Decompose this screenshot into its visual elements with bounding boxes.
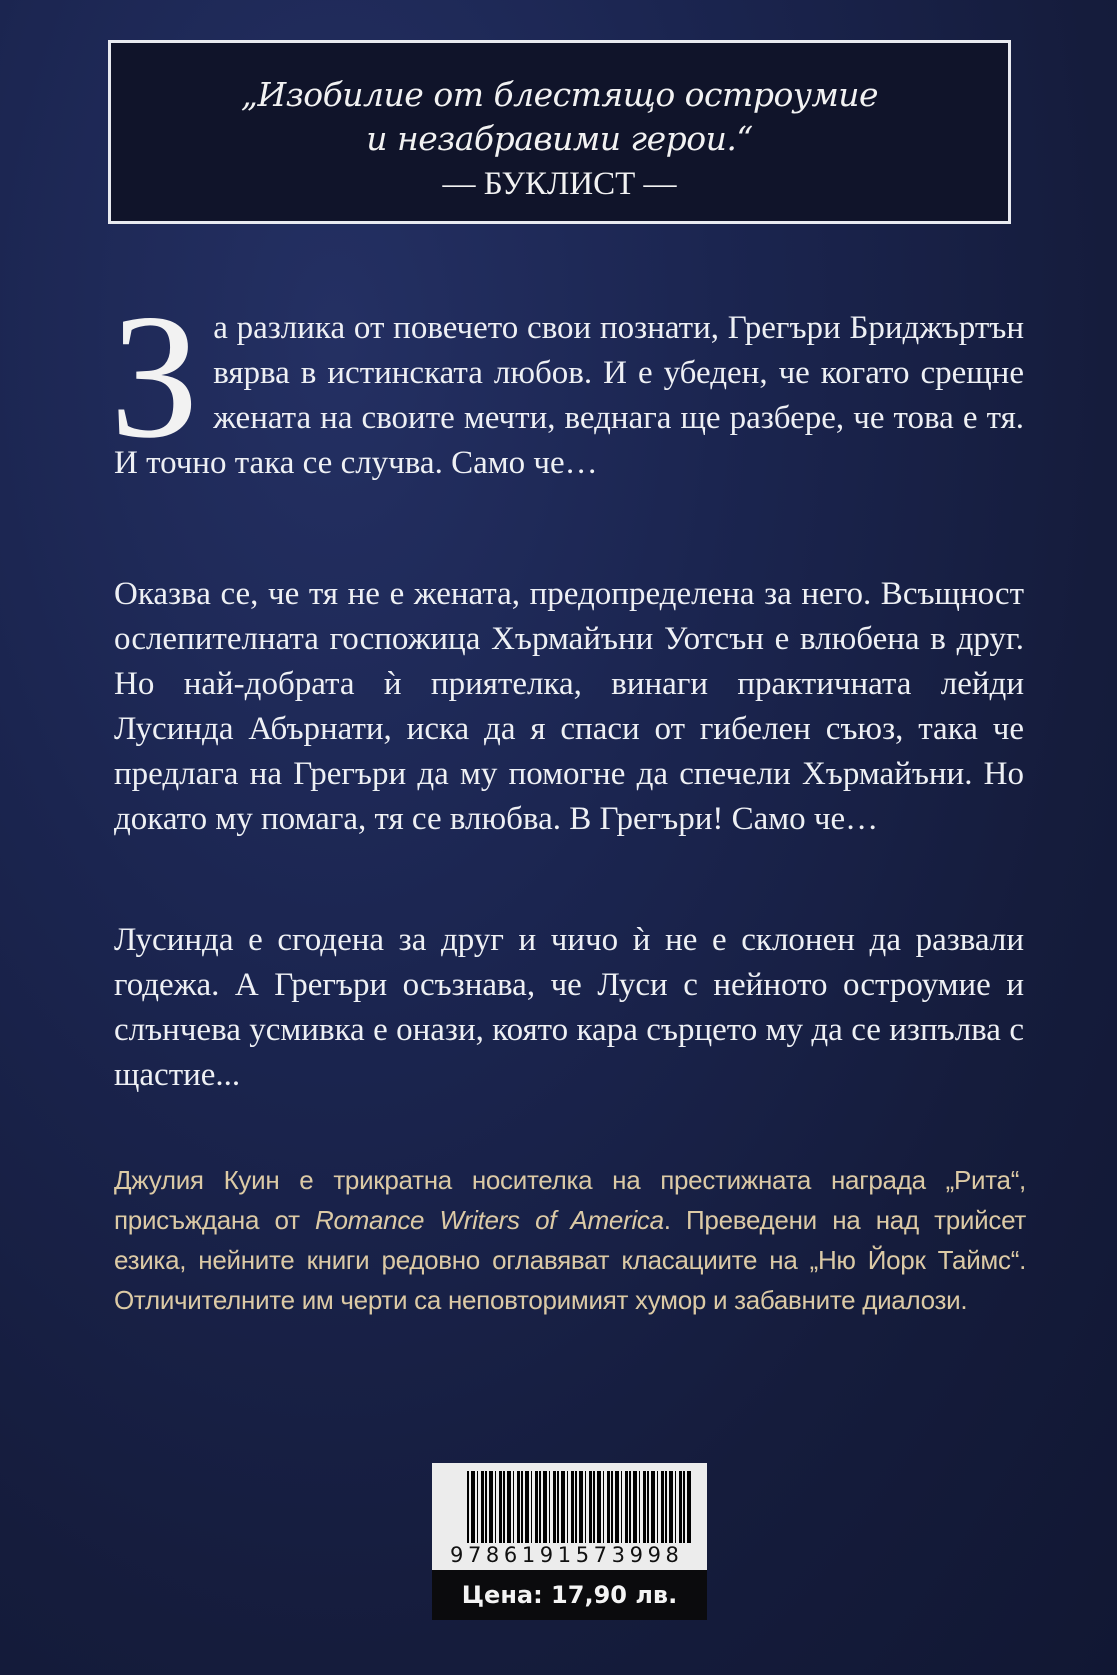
price-label: Цена: 17,90 лв. (432, 1570, 707, 1620)
author-bio-part-1: Джулия Куин е трикратна носителка на престижната награда „Рита“, присъждана от (114, 1165, 1026, 1235)
author-bio-organization: Romance Writers of America (315, 1205, 664, 1235)
blurb-paragraph-3-text: Лусинда е сгодена за друг и чичо ѝ не е склонен да развали годежа. А Грегъри осъзнава, че Луси с нейното остроумие и слънчева усмивка е онази, която кара сърцето му да се изпълва с щастие... (114, 922, 1024, 1093)
blurb-paragraph-3 (114, 918, 1024, 1098)
barcode (432, 1463, 707, 1570)
quote-source: — БУКЛИСТ — (442, 166, 677, 202)
blurb-paragraph-2-text: Оказва се, че тя не е жената, предопределена за него. Всъщност ослепителната госпожица Хърмайъни Уотсън е влюбена в друг. Но най-добрата ѝ приятелка, винаги практичната лейди Лусинда Абърнати, иска да я спаси от гибелен съюз, така че предлага на Грегъри да му помогне да спечели Хърмайъни. Но докато му помага, тя се влюбва. В Грегъри! Само че… (114, 576, 1024, 837)
barcode-bars-icon (467, 1471, 692, 1543)
blurb-paragraph-1-text: а разлика от повечето свои познати, Грегъри Бриджъртън вярва в истинската любов. И е убеден, че когато срещне жената на своите мечти, веднага ще разбере, че това е тя. И точно така се случва. Само че… (114, 310, 1024, 481)
review-quote-box (108, 40, 1011, 224)
blurb-paragraph-1 (110, 277, 1024, 486)
blurb-paragraph-2 (114, 572, 1024, 842)
author-bio-part-2: . Преведени на над трийсет езика, нейните книги редовно оглавяват класациите на „Ню Йорк Таймс“. Отличителните им черти са неповторимият хумор и забавните диалози. (114, 1205, 1026, 1315)
author-bio (114, 1160, 1026, 1320)
isbn-number: 9786191573998 (450, 1543, 684, 1567)
quote-line-1: „Изобилие от блестящо остроумие (240, 75, 879, 114)
drop-cap: З (110, 277, 200, 475)
quote-line-2: и незабравими герои.“ (366, 119, 753, 158)
